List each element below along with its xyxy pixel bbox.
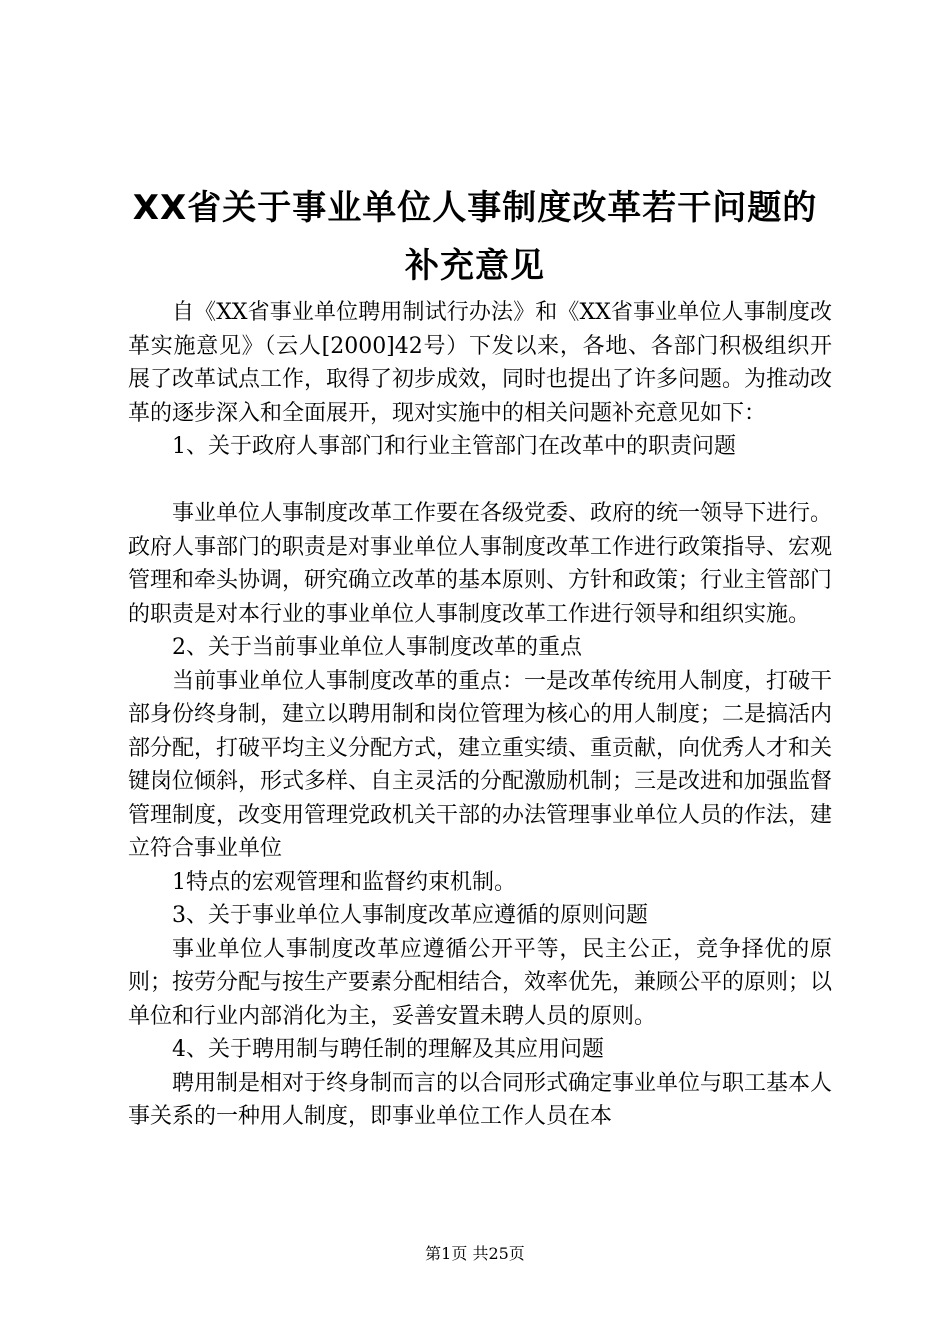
paragraph-section-4: 聘用制是相对于终身制而言的以合同形式确定事业单位与职工基本人事关系的一种用人制度，即事业单位工作人员在本 xyxy=(128,1070,833,1129)
section-heading-1: 1、关于政府人事部门和行业主管部门在改革中的职责问题 xyxy=(172,434,736,459)
document-title-line-1: XX省关于事业单位人事制度改革若干问题的 xyxy=(132,188,818,228)
page-footer: 第1页 共25页 xyxy=(425,1244,525,1263)
paragraph-section-2: 当前事业单位人事制度改革的重点：一是改革传统用人制度，打破干部身份终身制，建立以聘用制和岗位管理为核心的用人制度；二是搞活内部分配，打破平均主义分配方式，建立重实绩、重贡献，向优秀人才和关键岗位倾斜，形式多样、自主灵活的分配激励机制；三是改进和加强监督管理制度，改变用管理党政机关干部的办法管理事业单位人员的作法，建立符合事业单位 xyxy=(128,668,833,861)
paragraph-intro: 自《XX省事业单位聘用制试行办法》和《XX省事业单位人事制度改革实施意见》（云人[2000]42号）下发以来，各地、各部门积极组织开展了改革试点工作，取得了初步成效，同时也提出了许多问题。为推动改革的逐步深入和全面展开，现对实施中的相关问题补充意见如下： xyxy=(128,300,833,426)
document-title-line-2: 补充意见 xyxy=(405,246,545,286)
paragraph-section-1: 事业单位人事制度改革工作要在各级党委、政府的统一领导下进行。政府人事部门的职责是对事业单位人事制度改革工作进行政策指导、宏观管理和牵头协调，研究确立改革的基本原则、方针和政策；行业主管部门的职责是对本行业的事业单位人事制度改革工作进行领导和组织实施。 xyxy=(128,501,833,627)
paragraph-section-2-continued: 1特点的宏观管理和监督约束机制。 xyxy=(172,869,516,895)
section-heading-4: 4、关于聘用制与聘任制的理解及其应用问题 xyxy=(172,1037,604,1062)
paragraph-section-3: 事业单位人事制度改革应遵循公开平等，民主公正，竞争择优的原则；按劳分配与按生产要素分配相结合，效率优先，兼顾公平的原则；以单位和行业内部消化为主，妥善安置未聘人员的原则。 xyxy=(128,936,833,1029)
section-heading-2: 2、关于当前事业单位人事制度改革的重点 xyxy=(172,635,582,660)
document-body xyxy=(128,296,832,1134)
section-heading-3: 3、关于事业单位人事制度改革应遵循的原则问题 xyxy=(172,903,648,928)
